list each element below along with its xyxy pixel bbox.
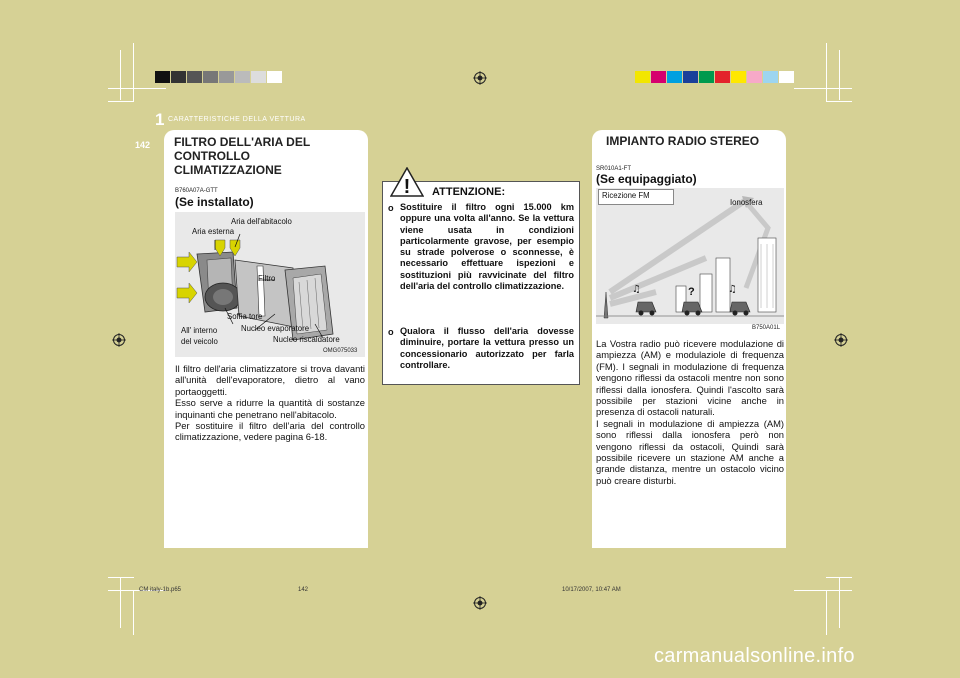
section-title-line: CLIMATIZZAZIONE — [174, 163, 282, 177]
registration-mark-icon — [112, 333, 126, 347]
section-title-air-filter — [164, 130, 368, 180]
label-evaporator: Nucleo evaporatore — [241, 324, 310, 333]
section-title-radio: IMPIANTO RADIO STEREO — [592, 130, 786, 150]
label-outside-air: Aria esterna — [192, 227, 235, 236]
air-filter-body: Il filtro dell'aria climatizzatore si trova davanti all'unità dell'evaporatore, dietro al vano portaoggetti. Esso serve a ridurre la quantità di sostanze inquinanti che penetrano nell'abitacolo. Per sostituire il filtro dell’aria del controllo climatizzazione, vedere pagina 6-18. — [175, 363, 365, 443]
color-swatch — [171, 71, 186, 83]
radio-body: La Vostra radio può ricevere modulazione di ampiezza (AM) e modulaziole di frequenza (FM). I segnali in modulazione di frequenza vengono riflessi da ostacoli mentre non sono riflessi dalla ionosfera. Quindi l'ascolto sarà possibile per stazioni vicine anche in presenza di ostacoli naturali. I segnali in modulazione di ampiezza (AM) sono riflessi dalla ionosfera però non vengono riflessi da ostacoli, Quindi sarà possibile ricevere un stazione AM anche a grande distanza, mentre un ostacolo vicino può creare disturbi. — [596, 338, 784, 486]
color-swatch — [267, 71, 282, 83]
chapter-number: 1 — [155, 110, 165, 129]
warning-bullet: o — [388, 203, 394, 213]
crop-mark — [826, 43, 827, 101]
color-swatch — [779, 71, 794, 83]
watermark: carmanualsonline.info — [654, 645, 855, 667]
registration-mark-icon — [473, 596, 487, 610]
svg-text:♫: ♫ — [632, 284, 641, 295]
crop-mark — [120, 578, 121, 628]
warning-bullet: o — [388, 327, 394, 337]
label-interior-2: del veicolo — [181, 337, 218, 346]
page-number: 142 — [135, 140, 151, 150]
crop-mark — [839, 50, 840, 100]
crop-mark — [108, 101, 134, 102]
label-question-mark: ? — [688, 286, 695, 298]
footer-datetime: 10/17/2007, 10:47 AM — [562, 587, 621, 593]
grayscale-bar — [155, 71, 283, 83]
crop-mark — [133, 590, 134, 635]
chapter-title: CARATTERISTICHE DELLA VETTURA — [168, 116, 306, 123]
registration-mark-icon — [473, 71, 487, 85]
color-swatch — [683, 71, 698, 83]
color-swatch — [251, 71, 266, 83]
crop-mark — [826, 101, 852, 102]
registration-mark-icon — [834, 333, 848, 347]
color-swatch — [763, 71, 778, 83]
color-swatch — [699, 71, 714, 83]
figure-code: OMG075033 — [323, 348, 358, 354]
svg-text:!: ! — [403, 176, 411, 197]
section-subtitle: (Se installato) — [175, 195, 254, 209]
color-swatch — [235, 71, 250, 83]
radio-figure — [596, 188, 784, 324]
color-swatch — [715, 71, 730, 83]
color-swatch — [731, 71, 746, 83]
section-title-line: CONTROLLO — [174, 149, 250, 163]
label-filter: Filtro — [258, 274, 276, 283]
figure-code: B750A01L — [752, 325, 781, 331]
color-swatch — [651, 71, 666, 83]
crop-mark — [108, 577, 134, 578]
footer-file: CM italy-1b.p65 — [139, 587, 182, 593]
color-bar — [635, 71, 795, 83]
color-swatch — [219, 71, 234, 83]
color-swatch — [667, 71, 682, 83]
label-blower: Soffia tore — [227, 312, 263, 321]
label-interior-1: All' interno — [181, 326, 218, 335]
svg-text:♫: ♫ — [728, 284, 737, 295]
crop-mark — [839, 578, 840, 628]
footer-page: 142 — [298, 587, 309, 593]
section-code: B760A07A-GTT — [175, 188, 218, 194]
label-cabin-air: Aria dell'abitacolo — [231, 217, 292, 226]
label-fm-reception: Ricezione FM — [602, 191, 650, 200]
warning-title: ATTENZIONE: — [432, 186, 506, 198]
warning-item-1: Sostituire il filtro ogni 15.000 km oppure una volta all'anno. Se la vettura viene usata in condizioni particolarmente gravose, per esempio su strade polverose o sconnesse, è necessario effettuare ispezioni e sostituzioni più ravvicinate del filtro dell'aria del controllo climatizzazione. — [400, 202, 574, 292]
section-subtitle: (Se equipaggiato) — [596, 172, 697, 186]
label-heater: Nucleo riscaldatore — [273, 335, 340, 344]
color-swatch — [635, 71, 650, 83]
crop-mark — [108, 88, 166, 89]
crop-mark — [794, 590, 852, 591]
color-swatch — [187, 71, 202, 83]
crop-mark — [120, 50, 121, 100]
warning-triangle-icon — [390, 167, 424, 202]
section-code: SR010A1-FT — [596, 166, 632, 172]
warning-item-2: Qualora il flusso dell'aria dovesse diminuire, portare la vettura presso un concessionario autorizzato per farla controllare. — [400, 326, 574, 370]
color-swatch — [747, 71, 762, 83]
crop-mark — [826, 590, 827, 635]
crop-mark — [826, 577, 852, 578]
crop-mark — [133, 43, 134, 101]
label-ionosphere: Ionosfera — [730, 198, 763, 207]
crop-mark — [794, 88, 852, 89]
section-title-line: FILTRO DELL'ARIA DEL — [174, 135, 311, 149]
color-swatch — [203, 71, 218, 83]
radio-reception-illustration — [596, 188, 784, 324]
color-swatch — [155, 71, 170, 83]
